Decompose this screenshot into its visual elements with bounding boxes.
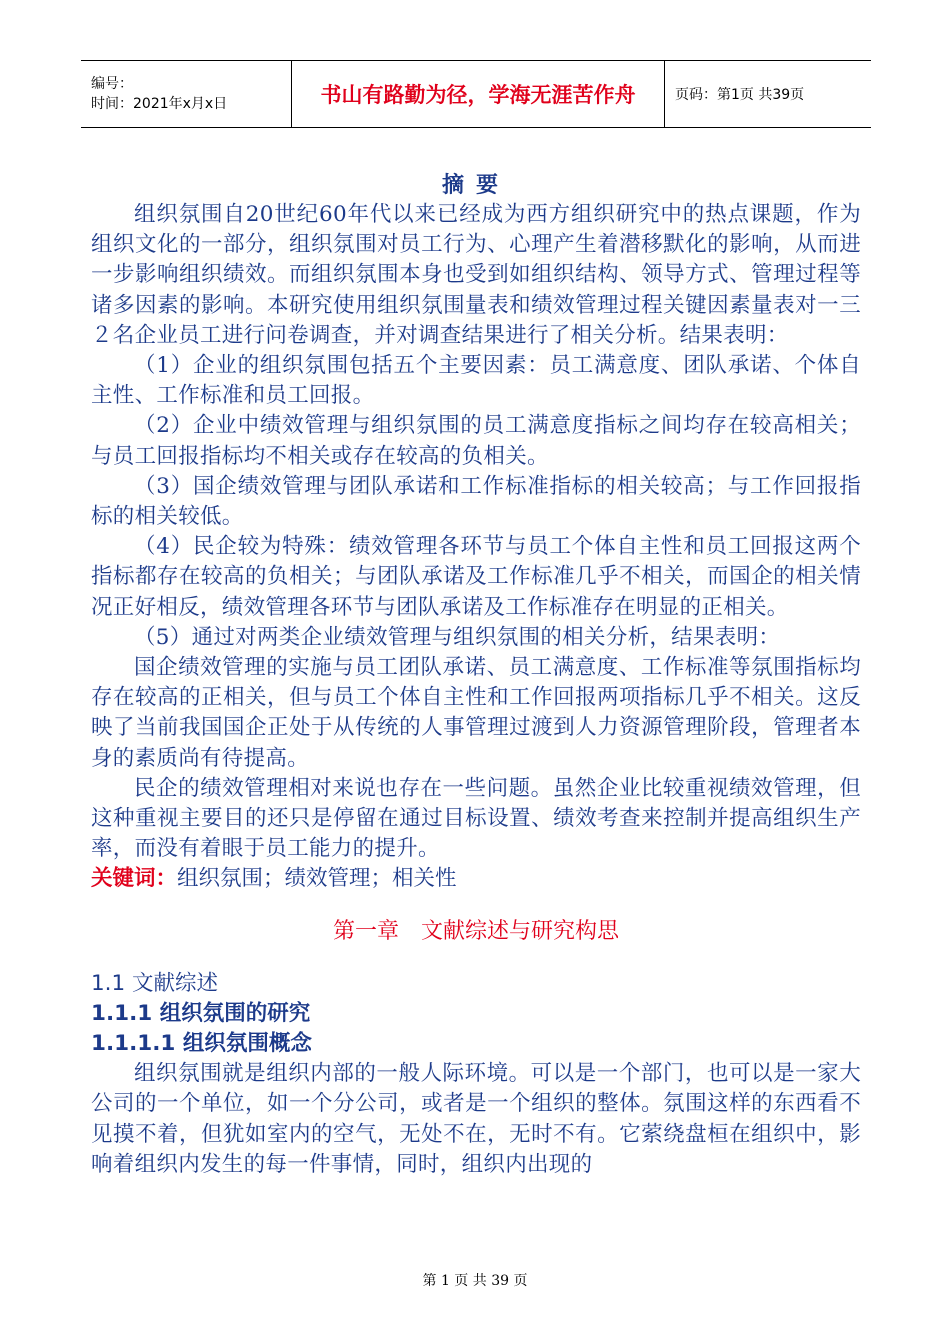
keywords-value: 组织氛围；绩效管理；相关性 <box>177 866 457 892</box>
abstract-paragraph: （4）民企较为特殊：绩效管理各环节与员工个体自主性和员工回报这两个指标都存在较高的负相关；与团队承诺及工作标准几乎不相关，而国企的相关情况正好相反，绩效管理各环节与团队承诺及工作标准存在明显的正相关。 <box>91 534 861 620</box>
abstract-paragraph: （3）国企绩效管理与团队承诺和工作标准指标的相关较高；与工作回报指标的相关较低。 <box>91 473 861 530</box>
abstract-paragraph: 国企绩效管理的实施与员工团队承诺、员工满意度、工作标准等氛围指标均存在较高的正相关，但与员工个体自主性和工作回报两项指标几乎不相关。这反映了当前我国国企正处于从传统的人事管理过渡到人力资源管理阶段，管理者本身的素质尚有待提高。 <box>91 655 861 771</box>
header-page-info: 页码：第1页 共39页 <box>665 61 872 128</box>
abstract-title: 摘要 <box>441 172 510 198</box>
abstract-paragraph: （5）通过对两类企业绩效管理与组织氛围的相关分析，结果表明： <box>134 624 781 650</box>
abstract-paragraph: （1）企业的组织氛围包括五个主要因素：员工满意度、团队承诺、个体自主性、工作标准和员工回报。 <box>91 353 861 409</box>
page-footer: 第 1 页 共 39 页 <box>422 1273 528 1289</box>
keywords-line <box>91 864 861 894</box>
header-motto: 书山有路勤为径，学海无涯苦作舟 <box>292 61 665 128</box>
section-heading-2: 1.1.1 组织氛围的研究 <box>91 1000 311 1026</box>
keywords-label: 关键词： <box>91 866 178 892</box>
chapter-title: 第一章 文献综述与研究构思 <box>332 918 619 944</box>
section-heading-3: 1.1.1.1 组织氛围概念 <box>91 1031 312 1057</box>
abstract-paragraph: 组织氛围自20世纪60年代以来已经成为西方组织研究中的热点课题，作为组织文化的一部分，组织氛围对员工行为、心理产生着潜移默化的影响，从而进一步影响组织绩效。而组织氛围本身也受到如组织结构、领导方式、管理过程等诸多因素的影响。本研究使用组织氛围量表和绩效管理过程关键因素量表对一三２名企业员工进行问卷调查，并对调查结果进行了相关分析。结果表明： <box>91 202 861 348</box>
document-header <box>81 60 871 128</box>
abstract-paragraph: 民企的绩效管理相对来说也存在一些问题。虽然企业比较重视绩效管理，但这种重视主要目的还只是停留在通过目标设置、绩效考查来控制并提高组织生产率，而没有着眼于员工能力的提升。 <box>91 775 861 862</box>
abstract-paragraph: （2）企业中绩效管理与组织氛围的员工满意度指标之间均存在较高相关；与员工回报指标均不相关或存在较高的负相关。 <box>91 413 861 469</box>
section-heading-1: 1.1 文献综述 <box>91 970 219 996</box>
serial-number-label: 编号： <box>91 76 133 92</box>
header-meta <box>81 61 292 128</box>
date-label: 时间：2021年x月x日 <box>91 96 228 112</box>
document-body <box>91 170 861 1180</box>
body-paragraph: 组织氛围就是组织内部的一般人际环境。可以是一个部门，也可以是一家大公司的一个单位，如一个分公司，或者是一个组织的整体。氛围这样的东西看不见摸不着，但犹如室内的空气，无处不在，无时不有。它萦绕盘桓在组织中，影响着组织内发生的每一件事情，同时，组织内出现的 <box>91 1061 861 1177</box>
